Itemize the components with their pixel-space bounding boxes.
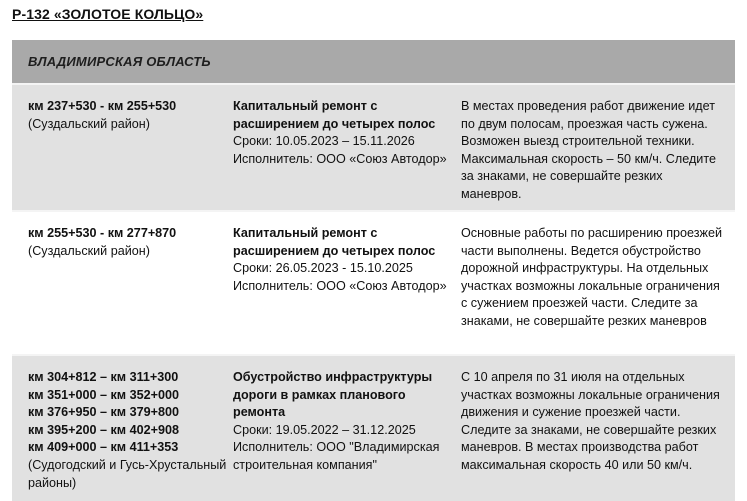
district: (Суздальский район) [28,116,150,131]
work-cell [233,98,461,210]
km-cell [12,225,233,354]
km-range: км 237+530 - км 255+530 [28,99,177,113]
table-row [12,85,735,212]
work-dates: Сроки: 26.05.2023 - 15.10.2025 [233,261,413,276]
note-cell: С 10 апреля по 31 июля на отдельных участках возможны локальные ограничения движения и сужение проезжей части. Следите за знаками, не совершайте резких маневров. В местах производства работ максимальная скорость 40 или 50 км/ч. [461,370,720,472]
region-header: ВЛАДИМИРСКАЯ ОБЛАСТЬ [12,40,735,85]
work-dates: Сроки: 10.05.2023 – 15.11.2026 [233,134,415,149]
km-range: км 255+530 - км 277+870 [28,226,177,240]
contractor: Исполнитель: ООО «Союз Автодор» [233,151,447,166]
work-title: Капитальный ремонт с расширением до четырех полос [233,99,436,131]
km-cell [12,369,233,501]
table-row [12,212,735,356]
km-range: км 351+000 – км 352+000 [28,387,179,402]
km-cell [12,98,233,210]
work-dates: Сроки: 19.05.2022 – 31.12.2025 [233,422,416,437]
km-range: км 304+812 – км 311+300 [28,370,179,384]
work-cell [233,369,461,501]
work-cell [233,225,461,354]
note-cell: Основные работы по расширению проезжей части выполнены. Ведется обустройство дорожной инфраструктуры. На отдельных участках возможны локальные ограничения с сужением проезжей части. Следите за знаками, не совершайте резких маневров [461,226,723,328]
table-row [12,356,735,501]
note-cell: В местах проведения работ движение идет по двум полосам, проезжая часть сужена. Возможен выезд строительной техники. Максимальная скорость – 50 км/ч. Следите за знаками, не совершайте резких маневров. [461,99,716,201]
km-range: км 395+200 – км 402+908 [28,422,179,437]
work-title: Обустройство инфраструктуры дороги в рамках планового ремонта [233,370,433,420]
work-title: Капитальный ремонт с расширением до четырех полос [233,226,436,258]
km-range: км 376+950 – км 379+800 [28,405,179,420]
district: (Судогодский и Гусь-Хрустальный районы) [28,457,227,490]
contractor: Исполнитель: ООО «Союз Автодор» [233,278,447,293]
road-title: Р-132 «ЗОЛОТОЕ КОЛЬЦО» [12,6,204,22]
district: (Суздальский район) [28,243,150,258]
km-range: км 409+000 – км 411+353 [28,440,179,455]
contractor: Исполнитель: ООО "Владимирская строительная компания" [233,440,440,472]
roadworks-table [12,40,735,501]
